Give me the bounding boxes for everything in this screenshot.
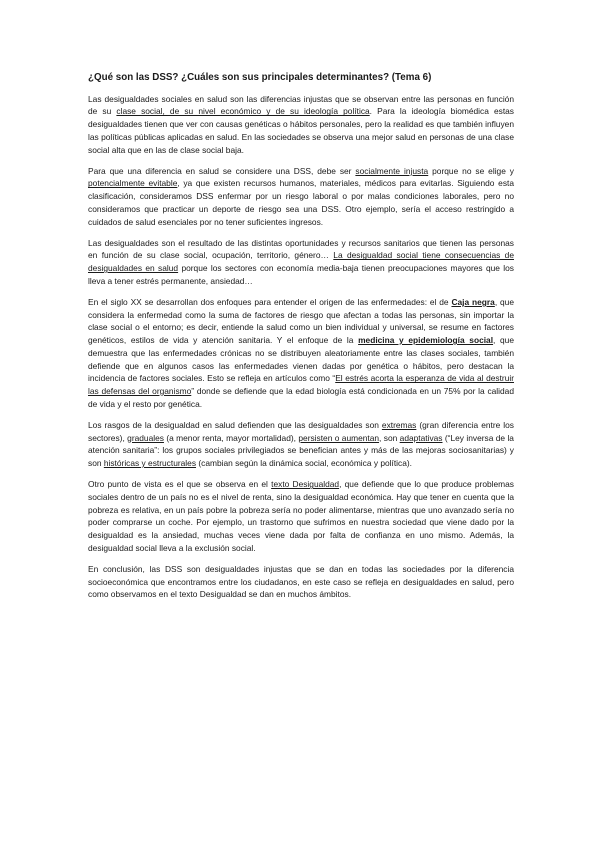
text: (gran diferencia entre los sectores), [88,419,514,443]
underlined-text: socialmente injusta [355,165,429,176]
text: . Para la ideología biomédica estas desigualdades tienen que ver con causas genéticas o hábitos personales, pero la realidad es que también influyen las políticas públicas aplicadas en salud. En las sociedades se observa una mejor salud en personas de una clase social alta que en las de clase social baja. [88,106,514,155]
text: Otro punto de vista es el que se observa en el [88,479,272,490]
paragraph-1 [88,93,514,157]
text: Las desigualdades sociales en salud son las diferencias injustas que se observan entre las personas en función de su [88,93,514,117]
paragraph-2 [88,165,514,229]
paragraph-6 [88,478,514,554]
paragraph-3 [88,237,514,288]
text: Los rasgos de la desigualdad en salud defienden que las desigualdades son [88,419,382,430]
text: porque los sectores con economía media-baja tienen preocupaciones mayores que los lleva a tener estrés permanente, ansiedad… [88,263,514,286]
text: , que considera la enfermedad como la suma de factores de riesgo que afectan a todas las personas, sin importar la clase social o el entorno; es decir, entiende la salud como un bien individual y universal, se resume en factores genéticos, estilos de vida y atención sanitaria. Y el enfoque de la [88,297,514,346]
text: ” donde se defiende que la edad biología está condicionada en un 75% por la calidad de vida y el resto por genética. [88,385,514,409]
paragraph-5 [88,419,514,470]
underlined-text: Caja negra [451,297,495,308]
paragraph-7 [88,563,514,601]
underlined-text: graduales [127,432,164,443]
text: (a menor renta, mayor mortalidad), [163,432,299,443]
text: , que demuestra que las enfermedades crónicas no se distribuyen aleatoriamente entre las clases sociales, también defiende que en algunos casos las enfermedades vienen dadas por genética o hábitos, pero destacan la incidencia de factores sociales. Esto se refleja en artículos como “ [88,335,514,384]
text: (“Ley inversa de la atención sanitaria”: los grupos sociales privilegiados se benefician antes y más de las mejoras sociosanitarias) y son [88,432,514,468]
underlined-text: El estrés acorta la esperanza de vida al destruir las defensas del organismo [88,373,514,396]
text: , son [379,432,400,443]
underlined-text: extremas [381,419,417,430]
underlined-text: La desigualdad social tiene consecuencias de desigualdades en salud [88,250,514,274]
text: Para que una diferencia en salud se considere una DSS, debe ser [88,165,356,176]
underlined-text: históricas y estructurales [103,457,197,468]
text: porque no se elige y [428,165,514,176]
text: Las desigualdades son el resultado de las distintas oportunidades y recursos sanitarios que tienen las personas en función de su clase social, ocupación, territorio, género… [88,237,514,261]
paragraph-4 [88,296,514,410]
underlined-text: potencialmente evitable [88,178,178,189]
text: , que defiende que lo que produce problemas sociales dentro de un país no es el nivel de renta, sino la desigualdad económica. Hay que tener en cuenta que la pobreza es relativa, en un país pobre la pobreza sería no poder alimentarse, mientras que uno avanzado sería no poder comprarse un coche. Por ejemplo, un trastorno que sufrimos en nuestra sociedad que viene dado por la desigualdad es la ansiedad, muchas veces viene dada por falta de confianza en uno mismo. Además, la desigualdad social lleva a la exclusión social. [88,479,514,553]
underlined-text: clase social, de su nivel económico y de su ideología política [116,106,370,117]
underlined-text: medicina y epidemiología social [358,335,494,346]
underlined-text: persisten o aumentan [298,432,380,443]
document-page [88,72,514,610]
text: (cambian según la dinámica social, económica y política). [196,457,413,468]
underlined-text: adaptativas [399,432,443,443]
text: En el siglo XX se desarrollan dos enfoques para entender el origen de las enfermedades: el de [88,297,452,308]
text: , ya que existen recursos humanos, materiales, médicos para evitarlas. Siguiendo esta clasificación, consideramos DSS enfermar por un riesgo laboral o por malas condiciones laborales, pero no consideramos que practicar un deporte de riesgo sea una DSS. Otro ejemplo, sería el acceso restringido a cuidados de salud esenciales por no tener suficientes ingresos. [88,178,514,227]
text: En conclusión, las DSS son desigualdades injustas que se dan en todas las sociedades por la diferencia socioeconómica que encontramos entre los ciudadanos, en este caso se refleja en desigualdades en salud, pero como observamos en el texto Desigualdad se dan en muchos ámbitos. [88,563,514,600]
document-title: ¿Qué son las DSS? ¿Cuáles son sus principales determinantes? (Tema 6) [88,72,432,83]
underlined-text: texto Desigualdad [271,479,340,490]
